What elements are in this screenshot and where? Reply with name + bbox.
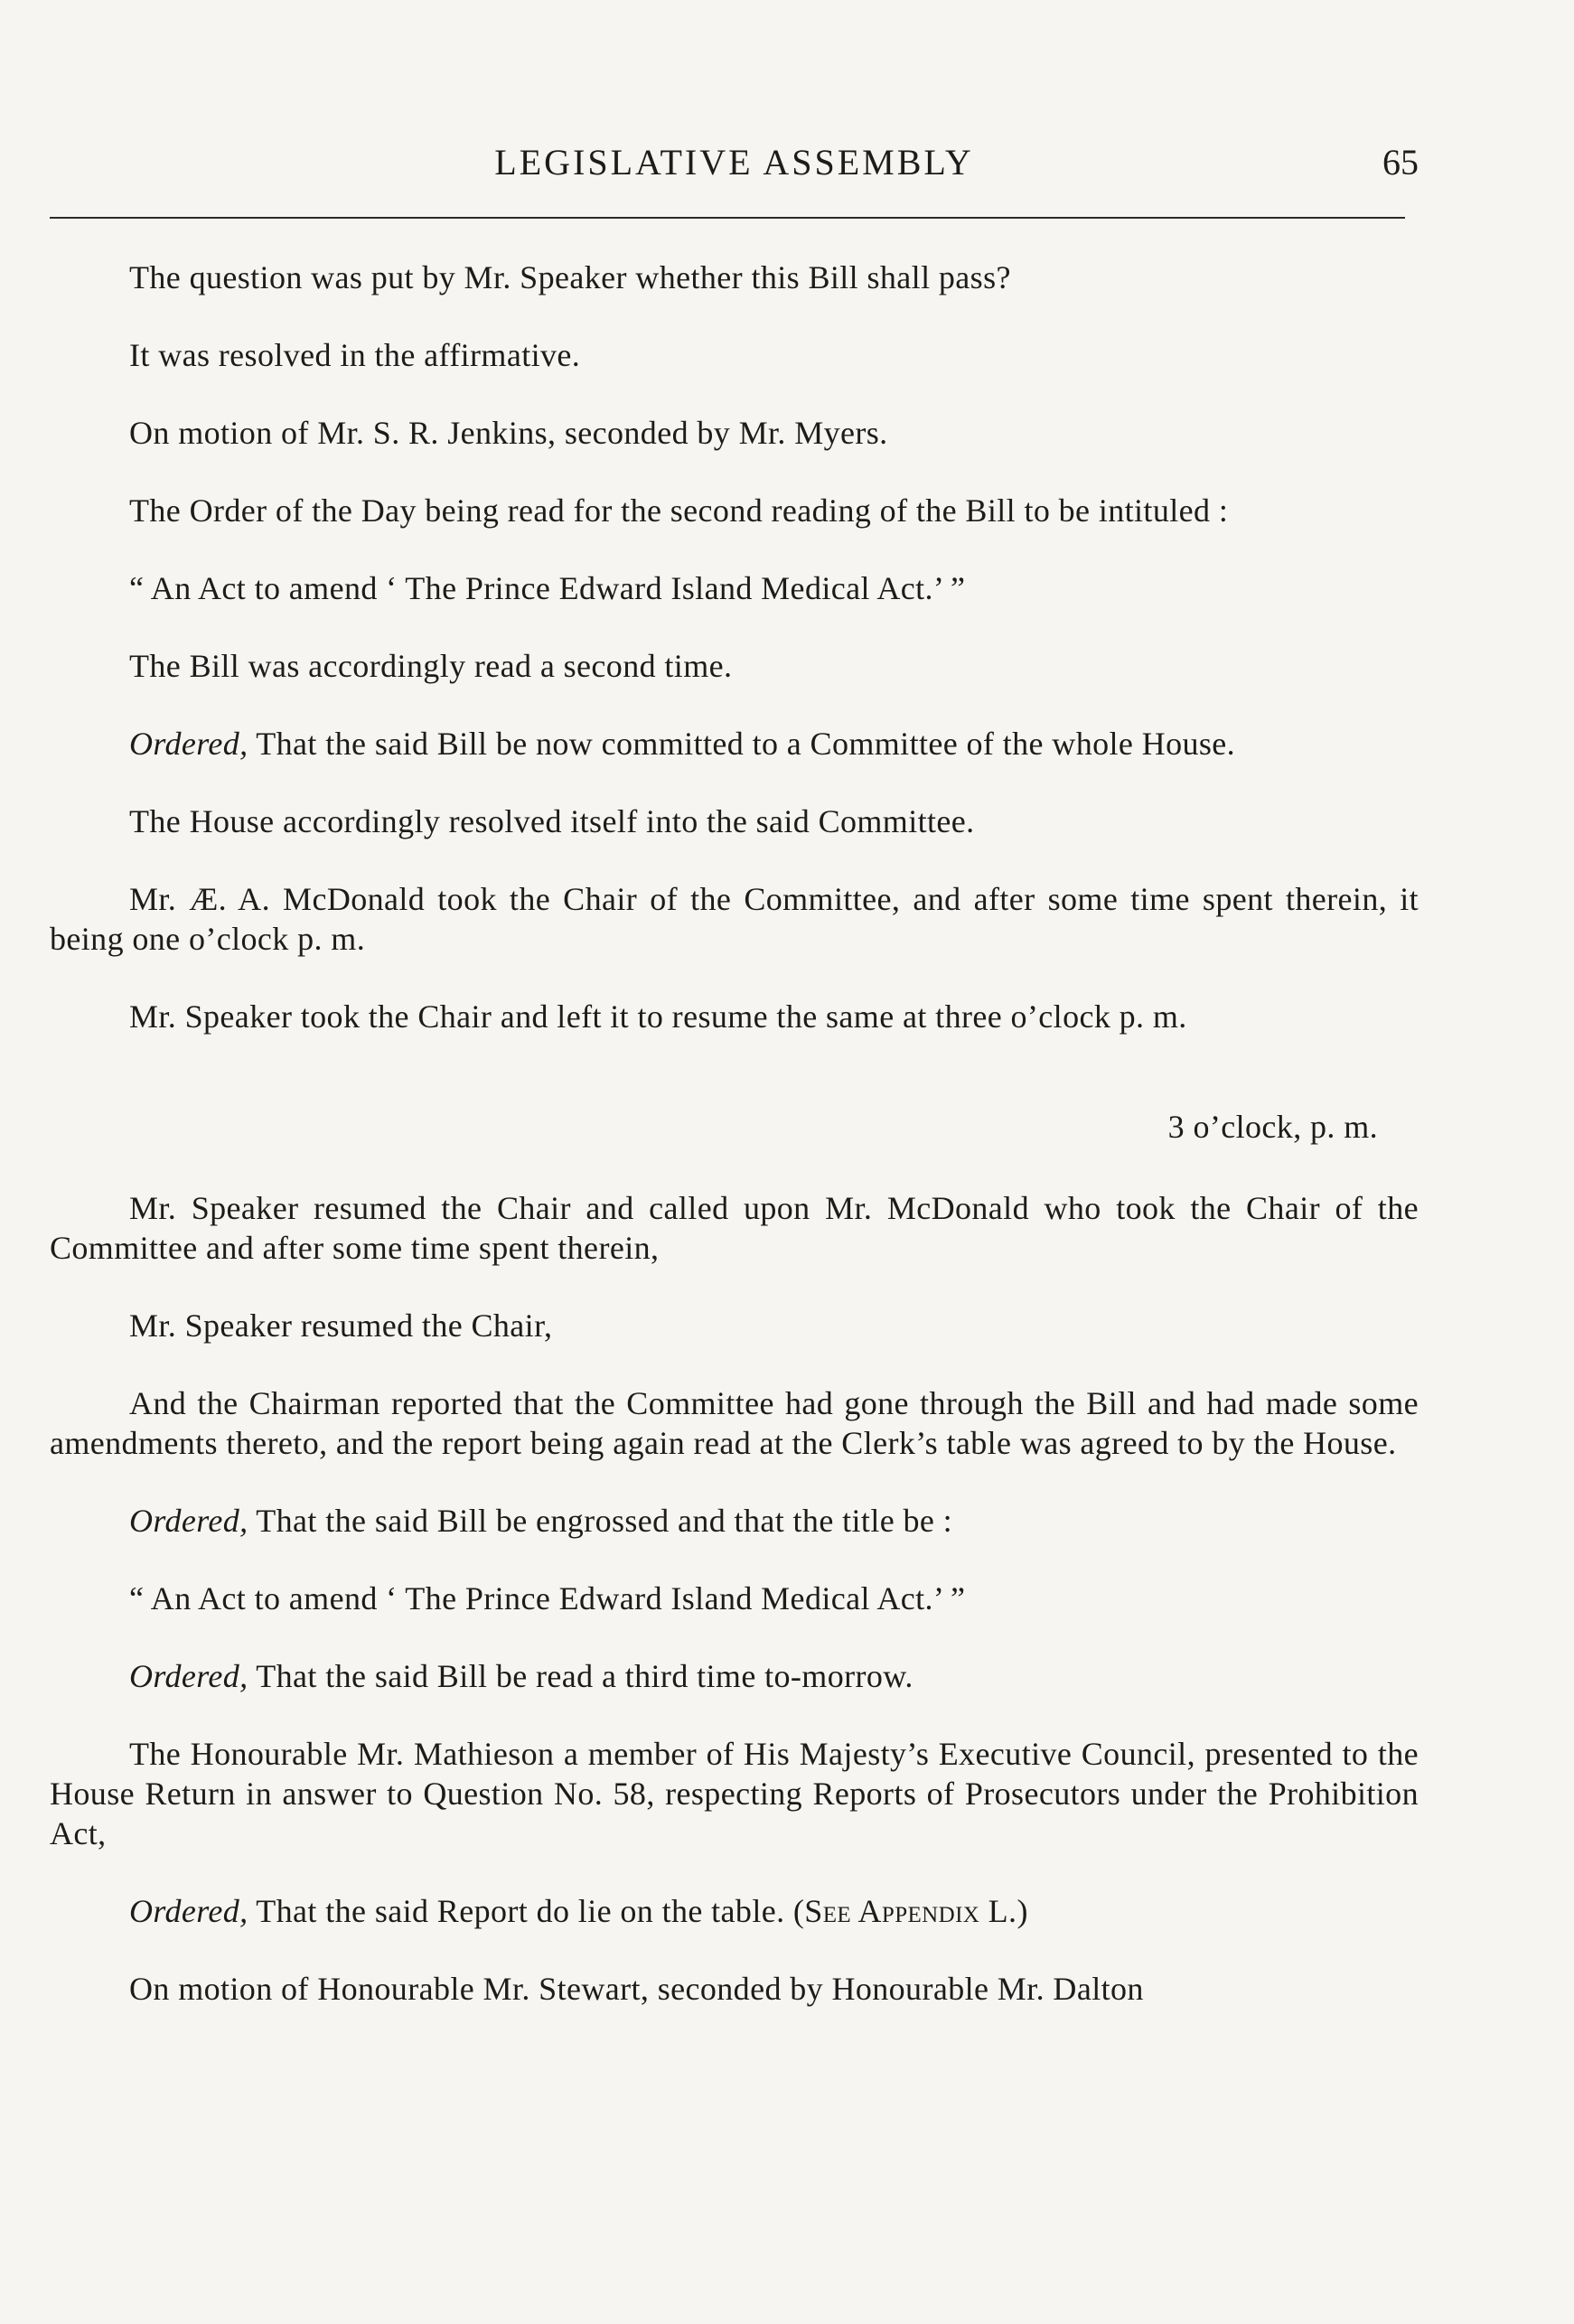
paragraph-text: The House accordingly resolved itself into the said Committee. [129,803,975,839]
paragraph [50,1188,1419,1268]
paragraph [50,997,1419,1036]
order-paragraph [50,1501,1419,1541]
paragraph [50,1969,1419,2009]
paragraph [50,801,1419,841]
paragraph [50,258,1419,297]
paragraph-text: The Honourable Mr. Mathieson a member of His Majesty’s Executive Council, presented to the House Return in answer to Question No. 58, respecting Reports of Prosecutors under the Prohibition Act, [50,1736,1419,1851]
running-title: LEGISLATIVE ASSEMBLY [494,142,974,183]
paragraph-text: Mr. Speaker took the Chair and left it to resume the same at three o’clock p. m. [129,998,1187,1035]
quoted-bill-title [50,1579,1419,1618]
page-number: 65 [1382,142,1419,183]
order-paragraph [50,1656,1419,1696]
order-paragraph [50,1891,1419,1931]
paragraph-text: On motion of Honourable Mr. Stewart, seconded by Honourable Mr. Dalton [129,1971,1144,2007]
paragraph-text: That the said Bill be read a third time to-morrow. [248,1658,913,1694]
paragraph-text: “ An Act to amend ‘ The Prince Edward Island Medical Act.’ ” [129,570,966,606]
paragraph [50,646,1419,686]
ordered-lead: Ordered, [129,1893,248,1929]
paragraph-text: And the Chairman reported that the Committee had gone through the Bill and had made some amendments thereto, and the report being again read at the Clerk’s table was agreed to by the House. [50,1385,1419,1461]
paragraph-text: Mr. Speaker resumed the Chair and called upon Mr. McDonald who took the Chair of the Committee and after some time spent therein, [50,1190,1419,1266]
paragraph [50,491,1419,530]
paragraph [50,879,1419,959]
paragraph-text: That the said Bill be engrossed and that the title be : [248,1503,953,1539]
paragraph-text: The Order of the Day being read for the second reading of the Bill to be intituled : [129,492,1229,529]
paragraph [50,335,1419,375]
order-paragraph [50,724,1419,764]
paragraph [50,1306,1419,1345]
ordered-lead: Ordered, [129,726,248,762]
quoted-bill-title [50,568,1419,608]
paragraph-text: That the said Bill be now committed to a Committee of the whole House. [248,726,1236,762]
paragraph-text: It was resolved in the affirmative. [129,337,581,373]
paragraph-text: The question was put by Mr. Speaker whether this Bill shall pass? [129,259,1011,295]
paragraph [50,413,1419,453]
paragraph [50,1734,1419,1853]
paragraph-text: Mr. Speaker resumed the Chair, [129,1307,553,1344]
time-heading [50,1107,1419,1147]
paragraph-text: The Bill was accordingly read a second time. [129,648,733,684]
paragraph-text: Mr. Æ. A. McDonald took the Chair of the Committee, and after some time spent therein, it being one o’clock p. m. [50,881,1419,957]
paragraph [50,1383,1419,1463]
document-body [50,258,1419,2047]
paragraph-text: That the said Report do lie on the table. [248,1893,793,1929]
ordered-lead: Ordered, [129,1503,248,1539]
ordered-lead: Ordered, [129,1658,248,1694]
paragraph-text: On motion of Mr. S. R. Jenkins, seconded by Mr. Myers. [129,415,888,451]
paragraph-text: 3 o’clock, p. m. [1167,1109,1378,1145]
header-rule [50,217,1405,219]
appendix-reference: (See Appendix L.) [792,1893,1028,1929]
paragraph-text: “ An Act to amend ‘ The Prince Edward Island Medical Act.’ ” [129,1580,966,1616]
running-head [50,137,1419,188]
